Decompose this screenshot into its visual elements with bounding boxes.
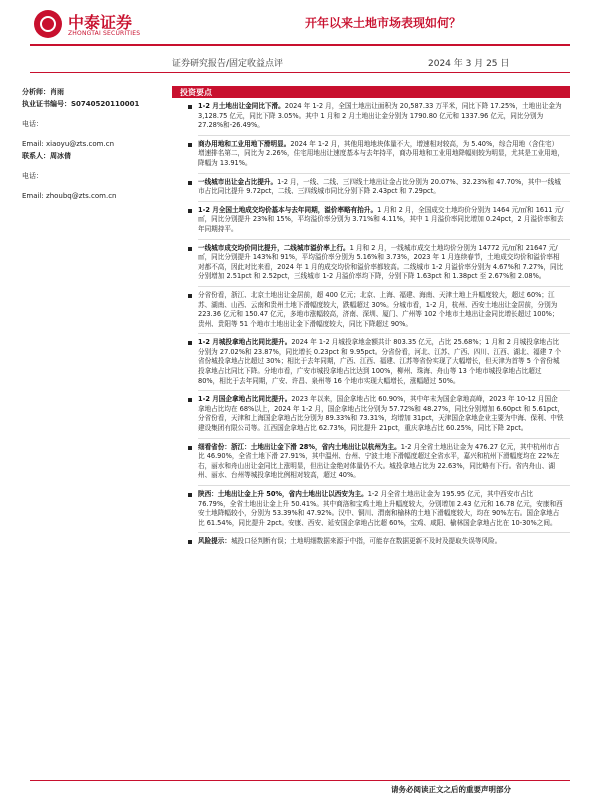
bullet-item (172, 178, 570, 197)
bullet-text: 1-2 月全省土地出让金为 476.27 亿元，其中杭州市占比 46.90%，全省土地下滑 27.91%，其中温州、台州、宁波土地下滑幅度超过全省水平，嘉兴和杭州下滑幅度均在 22%左右，丽水和舟山出让金同比上涨明显，但出让金绝对体量仍不大。城投拿地占比为 22.63%，同比略有下行。省内舟山、湖州、丽水、台州等城投拿地比例相对较高，超过 40%。 (198, 442, 560, 480)
bullet-square-icon (188, 294, 192, 298)
report-type: 证券研究报告/固定收益点评 (172, 59, 284, 69)
bullet-square-icon (188, 247, 192, 251)
bullet-item (172, 395, 570, 433)
bullet-text: 1-2 月全省土地出让金为 195.95 亿元，其中西安市占比 76.79%，全省土地出让金上升 50.41%。其中商洛和宝鸡土地上升幅度较大，分别增加 2.43 亿元和 16.78 亿元，安康和西安土地降幅较小，分别为 53.39%和 47.92%。汉中、铜川、渭南和榆林的土地下滑幅度较大，均在 90%左右。国企拿地占比 61.54%，同比提升 2pct。安康、西安、延安国企拿地占比超 60%，宝鸡、咸阳、榆林国企拿地占比在 10-30%之间。 (198, 490, 563, 527)
bullet-lead: 1-2 月全国土地成交均价基本与去年同期，溢价率略有抬升。 (198, 205, 378, 214)
phone-label: 电话： (22, 120, 43, 128)
bullet-text: 1-2 月，一线、二线、三四线土地出让金占比分别为 20.07%、32.23%和 47.70%，其中一线城市占比同比提升 9.72pct，二线、三四线城市同比分别下降 2.43pct 和 7.29pct。 (198, 177, 561, 196)
bullet-item (172, 140, 570, 169)
bullet-square-icon (188, 493, 192, 497)
bullet-square-icon (188, 398, 192, 402)
bullet-text: 2023 年以来，国企拿地占比 60.90%，其中年末为国企拿地高峰，2023 年 10-12 月国企拿地占比均在 68%以上，2024 年 1-2 月，国企拿地占比分别为 57.72%和 48.27%，同比分别增加 6.60pct 和 5.61pct，分省份看，天津和上海国企拿地占比分别为 89.33%和 73.31%，均增加 31pct，天津国企拿地企业主要为中海、保利、中铁建设集团有限公司等。江西国企拿地占比 62.73%，同比提升 21pct，重庆拿地占比 60.25%，同比下降 2pct。 (198, 395, 564, 433)
bullet-item (172, 206, 570, 235)
bullet-lead: 细看省份：浙江：土地出让金下滑 28%，省内土地出让以杭州为主。 (198, 442, 401, 451)
bullet-text: 分省份看，浙江、北京土地出让金居前，超 400 亿元；北京、上海、福建、海南、天津土地上升幅度较大，超过 60%；江苏、湖南、山西、云南和贵州土地下滑幅度较大，跌幅超过 30%。分城市看，1-2 月，杭州、西安土地出让金居前，分别为 223.36 亿元和 150.47 亿元，多地市涨幅较高，济南、深圳、厦门、广州等 102 个地市土地出让金同比增长超过 100%；贵州、贵阳等 51 个地市土地出让金下滑幅度较大，同比下降超过 90%。 (198, 290, 559, 328)
cert-row (22, 98, 172, 110)
logo-cn-text: 中泰证券 (68, 13, 133, 32)
bullet-item (172, 490, 570, 528)
bullet-text: 2024 年 1-2 月，其他用地地块体量不大，增速相对较高，为 5.40%，综合用地（含住宅）增速排名第二，同比为 2.26%，住宅用地出让速度基本与去年持平，商办用地和工业用地降幅则较为明显，尤其是工业用地，降幅为 13.91%。 (198, 139, 564, 167)
bullet-text: 2024 年 1-2 月城投拿地金额共计 803.35 亿元，占比 25.68%；1 月和 2 月城投拿地占比分别为 27.02%和 23.87%，同比增长 0.23pct 和 9.95pct。分省份看，河北、江苏、广西、四川、江西、湖北、福建 7 个省份城投拿地占比超过 30%；相比于去年同期，广西、江西、福建、江苏等省份实现了大幅增长，但天津为首等 5 个省份城投拿地占比同比下降。分地市看，广安市城投拿地占比达到 100%，柳州、珠海、舟山等 13 个地市城投拿地占比超过 80%，相比于去年同期，广安、许昌、泉州等 16 个地市实现大幅增长，涨幅超过 50%。 (198, 338, 562, 385)
analyst-name: 肖雨 (50, 88, 64, 96)
bullet-square-icon (188, 105, 192, 109)
bullet-lead: 一线城市出让金占比提升。 (198, 177, 278, 186)
bullet-square-icon (188, 181, 192, 185)
header-divider (30, 44, 570, 46)
section-title: 投资要点 (180, 88, 212, 97)
email-link-2[interactable]: zhoubq@zts.com.cn (46, 192, 117, 200)
bullet-text: 1 月和 2 月，一线城市成交土地均价分别为 14772 元/㎡和 21647 元/㎡，同比分别提升 143%和 91%，平均溢价率分别为 5.16%和 3.73%，2023 年 1 月连续春节，土地成交均价和溢价率相对都不高，因此对比来看，2024 年 1 月的成交均价和溢价率都较高。二线城市 1-2 月溢价率分别为 4.67%和 7.27%，同比分别增加 2.51pct 和 2.52pct，三线城市 1-2 月溢价率均下降，分别下降 1.63pct 和 1.38pct 至 2.67%和 2.08%。 (198, 243, 564, 281)
contact-name: 周冰倩 (50, 152, 71, 160)
phone-label-2: 电话： (22, 172, 43, 180)
footer-divider (30, 780, 570, 781)
bullet-square-icon (188, 209, 192, 213)
key-points-list (172, 102, 570, 551)
bullet-lead: 一线城市成交均价同比提升，二线城市溢价率上行。 (198, 243, 350, 252)
email-row (22, 138, 172, 150)
contact-label: 联系人： (22, 152, 50, 160)
cert-label: 执业证书编号： (22, 100, 71, 108)
contact-row (22, 150, 172, 162)
analyst-sidebar (22, 86, 172, 202)
bullet-text: 1 月和 2 月，全国成交土地均价分别为 1464 元/㎡和 1611 元/㎡，同比分别提升 23%和 15%，平均溢价率分别为 3.71%和 4.11%，其中 1 月溢价率同比增加 0.24pct，2 月溢价率和去年同期持平。 (198, 205, 564, 233)
bullet-item (172, 291, 570, 329)
company-logo (34, 8, 164, 42)
bullet-square-icon (188, 540, 192, 544)
analyst-label: 分析师： (22, 88, 50, 96)
bullet-item (172, 244, 570, 282)
logo-mark-icon (34, 10, 62, 38)
logo-en-text: ZHONGTAI SECURITIES (68, 30, 141, 37)
subheader-divider (30, 72, 570, 73)
bullet-lead: 陕西：土地出让金上升 50%，省内土地出让以西安为主。 (198, 490, 368, 498)
bullet-square-icon (188, 446, 192, 450)
bullet-lead: 风险提示： (198, 537, 231, 546)
analyst-row (22, 86, 172, 98)
bullet-square-icon (188, 341, 192, 345)
email-link[interactable]: xiaoyu@zts.com.cn (46, 140, 115, 148)
bullet-text: 城投口径判断有误；土地明细数据来源于中指，可能存在数据更新不及时及提取失误等风险。 (230, 537, 502, 546)
footer-disclaimer: 请务必阅读正文之后的重要声明部分 (391, 785, 511, 794)
bullet-item (172, 338, 570, 386)
email-label-2: Email: (22, 192, 44, 200)
bullet-lead: 商办用地和工业用地下滑明显。 (198, 139, 291, 148)
section-header (172, 86, 570, 98)
email-label: Email: (22, 140, 44, 148)
bullet-item (172, 443, 570, 481)
bullet-lead: 1-2 月城投拿地占比同比提升。 (198, 338, 292, 347)
email-row-2 (22, 190, 172, 202)
bullet-item (172, 102, 570, 131)
bullet-lead: 1-2 月国企拿地占比同比提升。 (198, 395, 292, 404)
bullet-item (172, 537, 570, 547)
cert-number: S0740520110001 (71, 100, 140, 108)
bullet-lead: 1-2 月土地出让金同比下滑。 (198, 102, 285, 110)
bullet-square-icon (188, 143, 192, 147)
report-title: 开年以来土地市场表现如何？ (305, 16, 462, 30)
report-date: 2024 年 3 月 25 日 (428, 59, 510, 69)
bullet-text: 2024 年 1-2 月，全国土地出让面积为 20,587.33 万平米，同比下降 17.25%，土地出让金为 3,128.75 亿元，同比下降 3.05%。其中 1 月和 2 月土地出让金分别为 1790.80 亿元和 1337.96 亿元，同比分别为 27.28%和-26.49%。 (198, 102, 562, 130)
